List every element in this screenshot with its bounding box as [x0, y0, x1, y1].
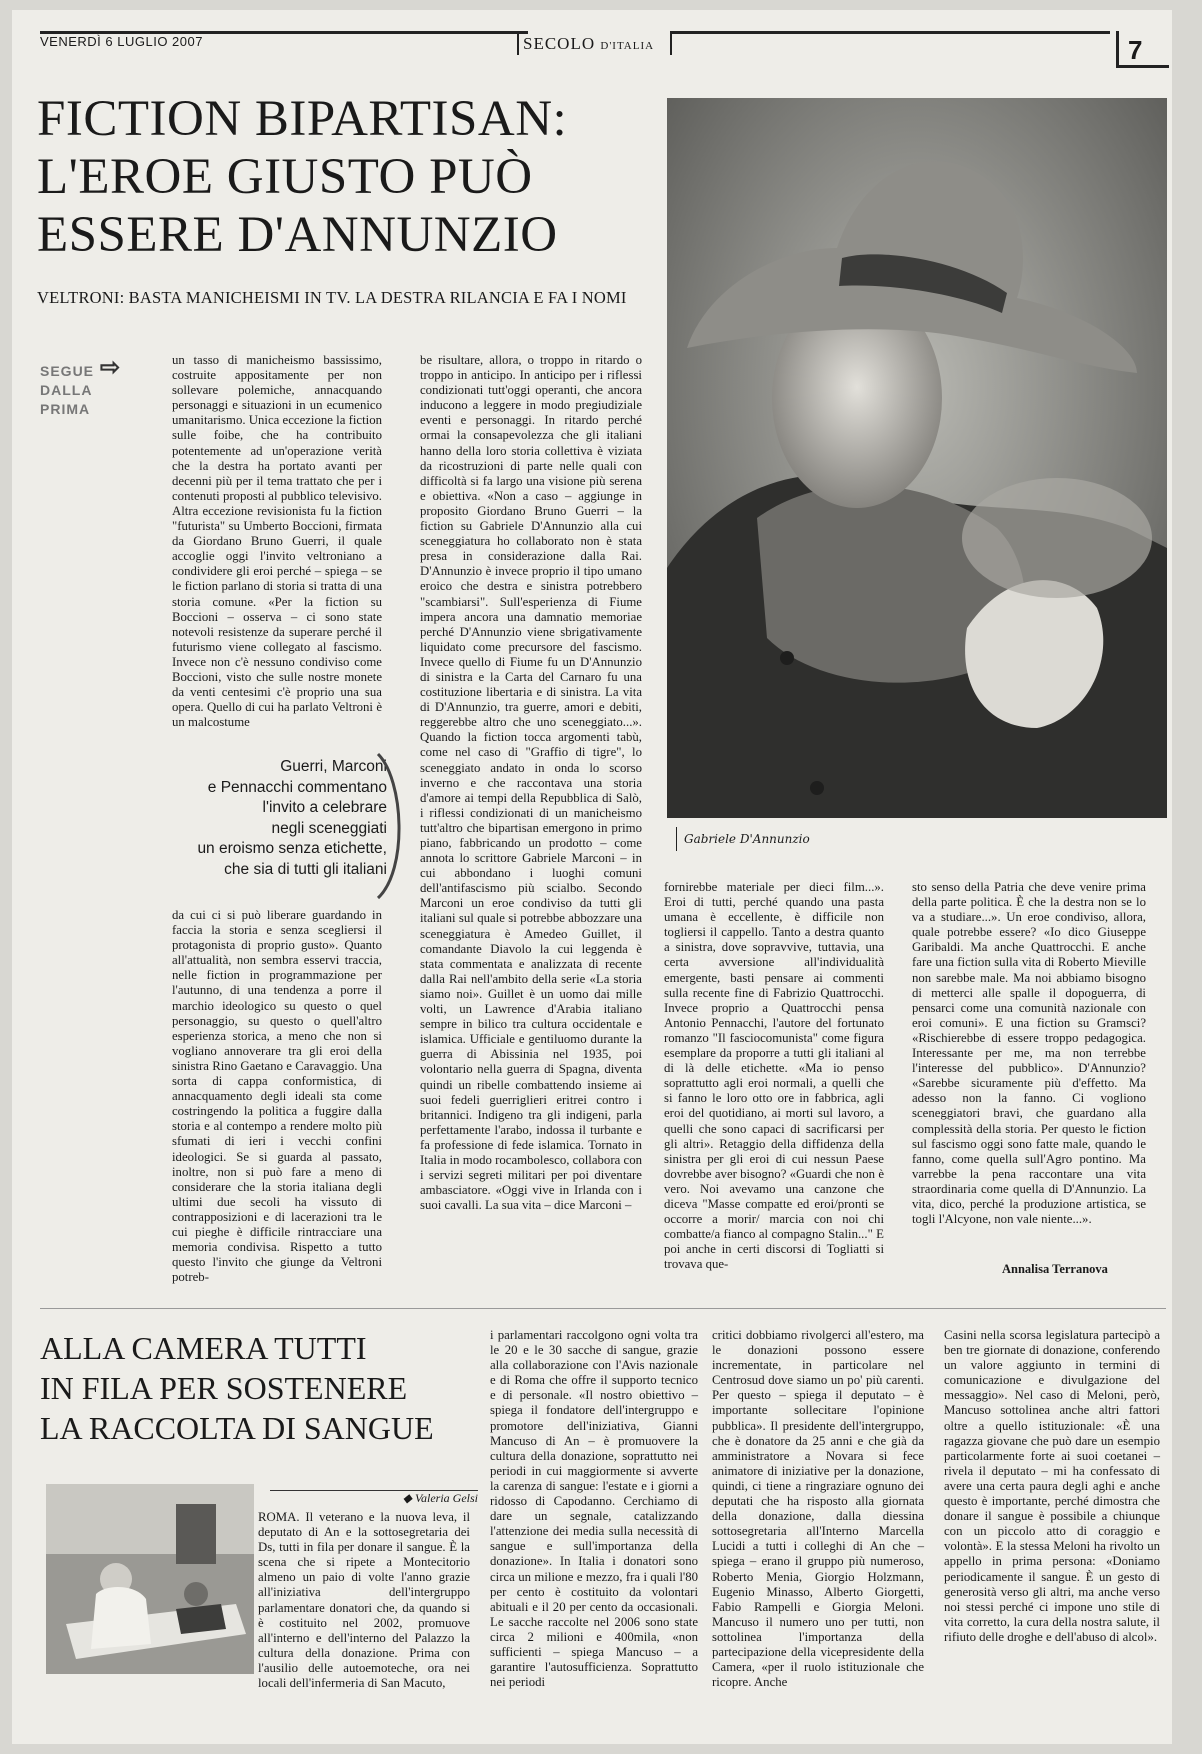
masthead-divider: [517, 31, 519, 55]
photo-illustration: [46, 1484, 254, 1674]
photo-caption: Gabriele D'Annunzio: [684, 832, 810, 846]
article2-column-4: Casini nella scorsa legislatura partecipò a ben tre giornate di donazione, conferendo un valore aggiunto in termini di comunicazione e divulgazione del messaggio». Nel caso di Meloni, però, Mancuso sottolinea anche altri fattori oltre a quello istituzionale: «È una ragazza giovane che può dare un esempio particolarmente forte ai suoi coetanei – rivela il deputato – mi ha confessato di avere una certa paura degli aghi e anche questo è importante, perché dimostra che donare il sangue è possibile a chiunque con un piccolo atto di coraggio e volontà». E la stessa Meloni ha rivolto un appello in prima persona: «Doniamo periodicamente il sangue. È un gesto di generosità verso gli altri, ma anche verso noi stessi perché ci impone uno stile di vita corretto, la cura della nostra salute, il rifiuto delle droghe e dell'abuso di alcol».: [944, 1328, 1160, 1644]
dannunzio-photo: [667, 98, 1167, 818]
segue-dalla-prima: [40, 354, 122, 419]
newspaper-name-small: D'ITALIA: [600, 40, 655, 52]
photo-illustration: [667, 98, 1167, 818]
masthead-divider: [670, 31, 672, 55]
article-column-2: be risultare, allora, o troppo in ritardo o troppo in anticipo. In anticipo per i riflessi condizionati tutt'oggi operanti, che ancora inducono a leggere in modo pregiudiziale eventi e personaggi. In ritardo perché ormai la consapevolezza che gli italiani hanno della loro storia collettiva è viziata da ricostruzioni di parte nelle quali con difficoltà si fa largo una visione più serena e obiettiva. «Non a caso – aggiunge in proposito Giordano Bruno Guerri – la fiction su Gabriele D'Annunzio alla cui sceneggiatura ho collaborato non è stata presa in considerazione dalla Rai. D'Annunzio è invece proprio il tipo umano eroico che destra e sinistra potrebbero "scambiarsi". Sull'esperienza di Fiume impera ancora una damnatio memoriae perché D'Annunzio viene sbrigativamente liquidato come precursore del fascismo. Invece quello di Fiume fu un D'Annunzio di sinistra e la Carta del Carnaro fu una costituzione libertaria e di sinistra. La vita di D'Annunzio, tra guerre, amori e debiti, reggerebbe altro che uno sceneggiato...». Quando la fiction tocca argomenti tabù, come nel caso di "Graffio di tigre", lo sceneggiato andato in onda lo scorso inverno e che raccontava una storia d'amore ai tempi della Repubblica di Salò, i riflessi condizionati di un manicheismo tutt'altro che bipartisan emergono in primo piano, fabbricando un prodotto – come annota lo scrittore Gabriele Marconi – in cui abbondano i luoghi comuni dell'antifascismo più scialbo. Secondo Marconi un eroe condiviso da tutti gli italiani sul quale si potrebbe abbozzare una sceneggiatura è Amedeo Guillet, il comandante Diavolo la cui leggenda è stata commentata e analizzata di recente dalla Rai nell'ambito della serie «La storia siamo noi». Guillet è un uomo dai mille volti, un Lawrence d'Arabia italiano sempre in bilico tra cultura occidentale e islamica. Ufficiale e gentiluomo durante la guerra di Abissinia nel 1935, poi volontario nella guerra di Spagna, diventa quindi un ribelle combattendo insieme ai suoi fedeli guerriglieri eritrei contro i britannici. Indigeno tra gli indigeni, parla perfettamente l'arabo, indossa il turbante e fa professione di fede islamica. Tornato in Italia in modo rocambolesco, collabora con i servizi segreti militari per poi diventare ambasciatore. «Oggi vive in Irlanda con i suoi cavalli. La sua vita – dice Marconi –: [420, 353, 642, 1213]
caption-rule: [676, 827, 677, 851]
pull-quote: [177, 757, 387, 880]
article2-column-2: i parlamentari raccolgono ogni volta tra le 20 e le 30 sacche di sangue, grazie alla collaborazione con l'Avis nazionale e di Roma che offre il supporto tecnico e di personale. «Il nostro obiettivo – spiega il fondatore dell'intergruppo e promotore dell'iniziativa, Gianni Mancuso di An – è promuovere la cultura della donazione, soprattutto nei periodi in cui maggiormente si avverte la carenza di sangue: l'estate e i giorni a ridosso di Capodanno. Cerchiamo di dare un segnale, catalizzando l'attenzione dei media sulla necessità di sangue e sull'importanza della donazione». In Italia i donatori sono circa un milione e mezzo, fra i quali l'80 per cento è costituito da volontari abituali e il 20 per cento da occasionali. Le sacche raccolte nel 2006 sono state circa 2 milioni e 400mila, «non sufficienti – spiega Mancuso – a garantire l'autosufficienza. Soprattutto nei periodi: [490, 1328, 698, 1690]
article-column-1-top: un tasso di manicheismo bassissimo, costruite appositamente per non sollevare polemiche, annacquando personaggi e situazioni in un ecumenico umanitarismo. Unica eccezione la fiction sulle foibe, che ha contribuito potentemente ad un'operazione verità che la destra ha portato avanti per decenni più per il tema trattato che per i contenuti proposti al pubblico televisivo. Altra eccezione revisionista fu la fiction "futurista" su Umberto Boccioni, firmata da Giordano Bruno Guerri, il quale accoglie oggi l'invito veltroniano a condividere gli eroi perché – spiega – se le fiction parlano di storia si tratta di una storia comune. «Per la fiction su Boccioni – osserva – ci sono state notevoli resistenze da superare perché il futurismo viene collegato al fascismo. Invece non c'è nessuno condiviso come Boccioni, visto che sulle nostre monete da venti centesimi c'è proprio una sua opera. Quello di cui ha parlato Veltroni è un malcostume: [172, 353, 382, 730]
article-column-3: fornirebbe materiale per dieci film...». Eroi di tutti, perché quando una pasta umana è eccellente, è difficile non togliersi il cappello. Tanto a destra quanto a sinistra, dove sopravvive, tuttavia, una certa avversione all'individualità emergente, basti pensare ai commenti sulla recente fine di Fabrizio Quattrocchi. Invece proprio a Quattrocchi pensa Antonio Pennacchi, l'autore del fortunato romanzo "Il fasciocomunista" come figura esemplare da proporre a tutti gli italiani al di là delle etichette. «Ma io penso soprattutto agli eroi normali, a quelli che si fanno le loro otto ore in fabbrica, agli eroi del quotidiano, ai morti sul lavoro, a quelli che sono capaci di sacrificarsi per gli altri». Retaggio della diffidenza della sinistra per gli eroi di cui nessun Paese dovrebbe aver bisogno? «Guardi che non è vero. Noi avevamo una canzone che diceva "Masse compatte ed eroi/pronti se occorre a morir/ marcia con noi chi combatte/a fianco al compagno Stalin..." E poi anche in certi discorsi di Togliatti si trovava que-: [664, 880, 884, 1272]
headline-line: IN FILA PER SOSTENERE: [40, 1370, 408, 1406]
article-byline: Annalisa Terranova: [1002, 1262, 1108, 1276]
blood-donation-photo: [46, 1484, 254, 1674]
author-name: Valeria Gelsi: [415, 1491, 478, 1505]
newspaper-name: SECOLO: [523, 34, 596, 53]
newspaper-page: [12, 10, 1172, 1744]
pull-quote-line: e Pennacchi commentano: [207, 778, 387, 796]
pull-quote-line: un eroismo senza etichette,: [197, 840, 387, 857]
article-separator: [40, 1308, 1166, 1309]
article2-headline: [40, 1328, 480, 1448]
pull-quote-line: l'invito a celebrare: [262, 799, 387, 816]
segue-line: DALLA: [40, 382, 93, 398]
pull-quote-line: negli sceneggiati: [271, 819, 387, 837]
segue-line: PRIMA: [40, 401, 91, 417]
masthead-date: VENERDÌ 6 LUGLIO 2007: [40, 34, 203, 49]
article2-author: ◆ Valeria Gelsi: [270, 1490, 478, 1506]
pull-quote-bracket: [374, 750, 414, 902]
page-number-box: [1116, 31, 1169, 68]
masthead-newspaper-name: [523, 34, 654, 54]
pull-quote-line: che sia di tutti gli italiani: [224, 860, 387, 878]
headline-line: FICTION BIPARTISAN:: [37, 91, 568, 147]
article-column-1-bottom: da cui ci si può liberare guardando in faccia la storia e senza scegliersi il protagonista di proprio gusto». Quanto all'attualità, non sembra esservi traccia, nelle fiction in programmazione per l'autunno, di una tendenza a porre il marchio ideologico su questo o quel personaggio, su questo o quell'altro esperienza storica, a meno che non si vogliano annoverare tra gli eroi della sinistra Rino Gaetano e Caravaggio. Una sorta di cappa conformistica, di annacquamento degli ideali sta come costringendo la politica a fuggire dalla storia e al contempo a rendere molto più sfumati di ieri i vecchi confini ideologici. Se si guarda al passato, inoltre, non si può fare a meno di considerare che la storia italiana degli ultimi due secoli ha vissuto di contrapposizioni e di lacerazioni tra le cui pieghe è difficile rintracciare una memoria condivisa. Rispetto a tutto questo l'invito che giunge da Veltroni potreb-: [172, 908, 382, 1285]
page-number: 7: [1128, 35, 1143, 65]
masthead-rule-right: [670, 31, 1110, 34]
pull-quote-line: Guerri, Marconi: [280, 758, 387, 775]
segue-line: SEGUE: [40, 363, 95, 379]
article2-column-3: critici dobbiamo rivolgerci all'estero, ma le donazioni possono essere incrementate, in particolare nel Centrosud dove siamo un po' più carenti. Per questo – spiega il deputato – è importante sollecitare l'opinione pubblica». Il presidente dell'intergruppo, che è donatore da 25 anni e che già da amministratore a Novara si fece animatore di iniziative per la donazione, quindi, ci tiene a ringraziare ognuno dei deputati che ha risposto alla giornata della donazione, dalla diessina sottosegretaria all'Interno Marcella Lucidi a tutti i colleghi di An che – spiega – erano il gruppo più numeroso, Roberto Menia, Giorgio Holzmann, Eugenio Minasso, Alberto Giorgetti, Fabio Rampelli e Giorgia Meloni. Mancuso il numero uno per tutti, non sottolinea l'importanza della partecipazione della vicepresidente della Camera, «per il ruolo istituzionale che ricopre. Anche: [712, 1328, 924, 1690]
article2-column-1: ROMA. Il veterano e la nuova leva, il deputato di An e la sottosegretaria dei Ds, tutti in fila per donare il sangue. È la scena che si ripete a Montecitorio almeno un paio di volte l'anno grazie all'iniziativa dell'intergruppo parlamentare donatori che, da quando si è costituito nel 2002, promuove all'interno e dell'interno del Palazzo la cultura della donazione. Prima con l'ausilio delle autoemoteche, ora nei locali dell'infermeria di San Macuto,: [258, 1510, 470, 1691]
headline-line: LA RACCOLTA DI SANGUE: [40, 1410, 434, 1446]
headline-line: ESSERE D'ANNUNZIO: [37, 207, 558, 263]
headline-line: ALLA CAMERA TUTTI: [40, 1330, 367, 1366]
arrow-right-icon: ⇨: [100, 354, 122, 381]
headline-line: L'EROE GIUSTO PUÒ: [37, 149, 533, 205]
article-subhead: VELTRONI: BASTA MANICHEISMI IN TV. LA DESTRA RILANCIA E FA I NOMI: [37, 288, 627, 307]
article-column-4: sto senso della Patria che deve venire prima della parte politica. È che la destra non se lo va a studiare...». Un eroe condiviso, allora, quale potrebbe essere? «Io dico Giuseppe Garibaldi. Ma anche Quattrocchi. E anche fare una fiction sulla vita di Roberto Mieville non sarebbe male. Ma noi abbiamo bisogno di metterci alle spalle il dopoguerra, di pensarci come una comunità nazionale con eroi comuni». E una fiction su Gramsci? «Rischierebbe di essere troppo pedagogica. Interessante per me, ma non terrebbe l'interesse del pubblico». D'Annunzio? «Sarebbe sicuramente più d'effetto. Ma adesso non la fanno. Ci vogliono sceneggiatori bravi, che guardano alla complessità della storia. Per questo le fiction sul fascismo oggi sono fatte male, quando le fanno, come quella sull'Agro pontino. Ma varrebbe la pena raccontare una vita straordinaria come quella di D'Annunzio. La vita, dico, perché la produzione artistica, se togli l'Alcyone, non vale niente...».: [912, 880, 1146, 1227]
article-headline: [37, 90, 677, 264]
